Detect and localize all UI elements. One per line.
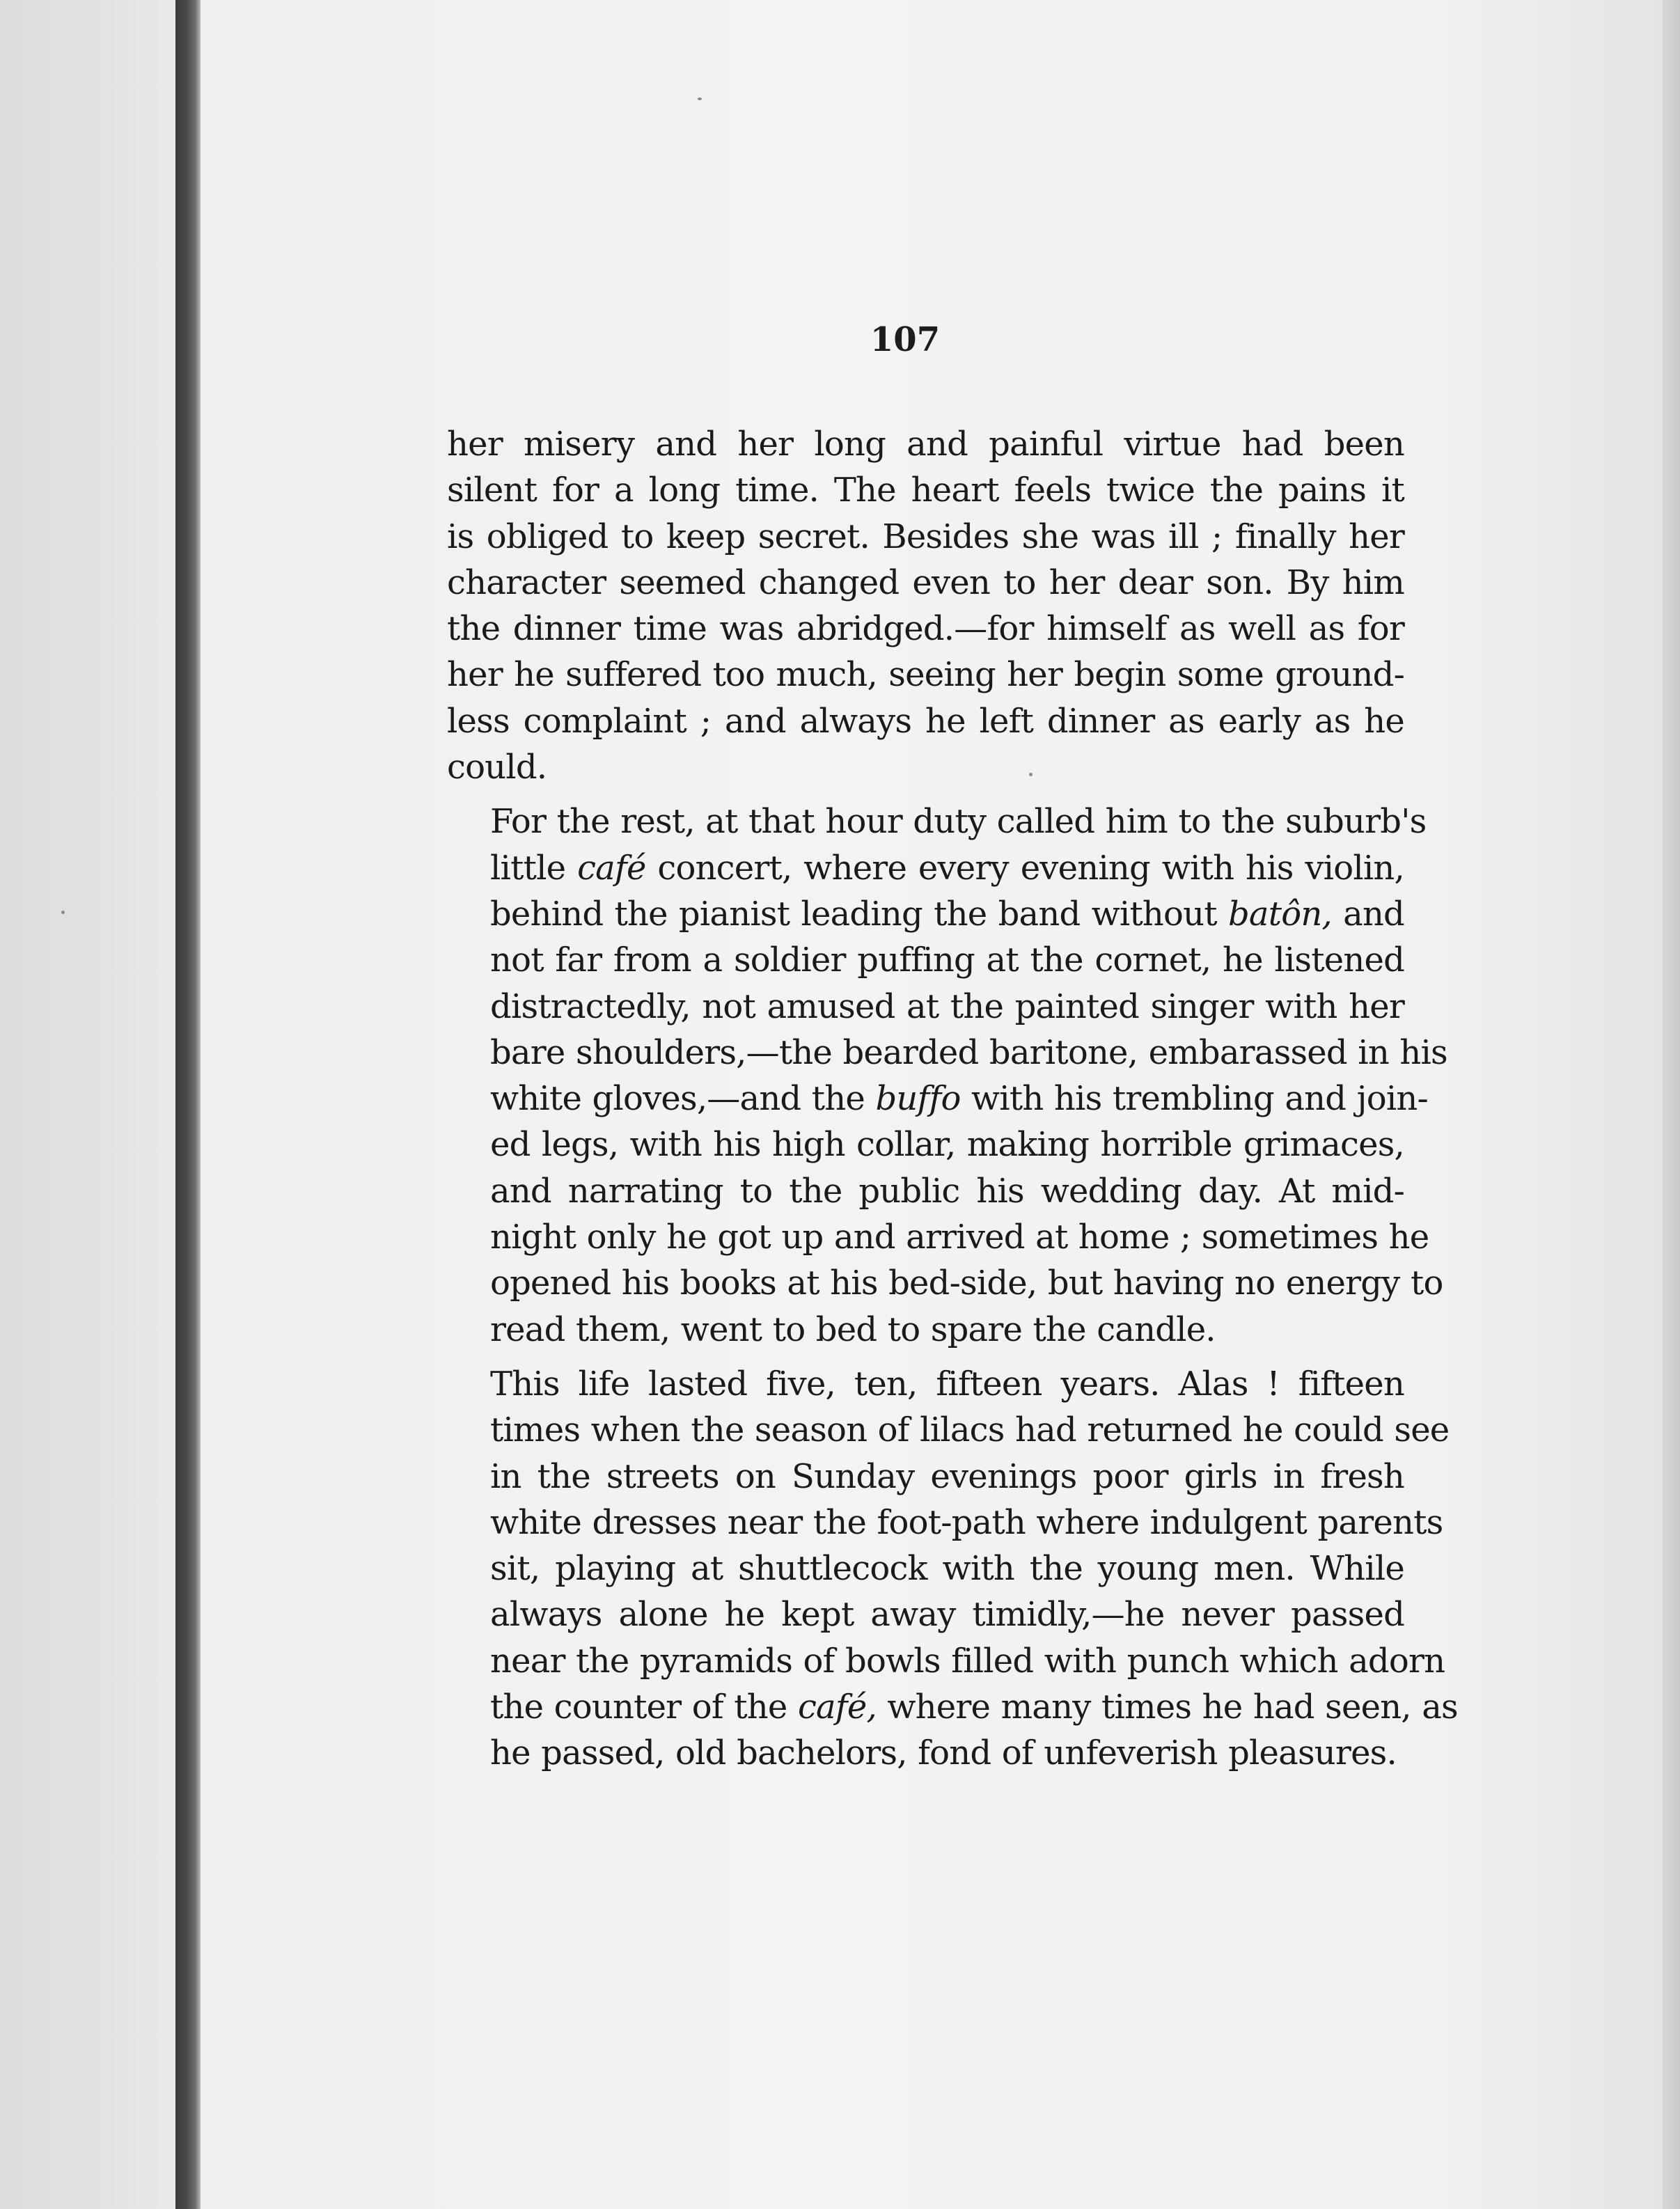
italic-text: buffo — [875, 1079, 961, 1119]
text-line — [447, 1684, 1458, 1730]
text-run: behind the pianist leading the band without — [490, 894, 1228, 934]
text-line — [447, 744, 1404, 790]
text-run: in the streets on Sunday evenings poor girls in fresh — [490, 1456, 1404, 1496]
text-run: with his trembling and join- — [960, 1079, 1428, 1119]
scan-speck — [61, 911, 65, 914]
text-line — [447, 1361, 1404, 1407]
italic-text: café, — [797, 1688, 877, 1727]
facing-page-edge — [0, 0, 175, 2209]
text-run: and narrating to the public his wedding day. At mid- — [490, 1171, 1404, 1211]
text-line — [447, 652, 1404, 698]
text-line — [447, 1168, 1404, 1214]
text-line — [447, 1638, 1445, 1684]
scan-speck — [698, 97, 702, 100]
text-line — [447, 1076, 1428, 1122]
text-line — [447, 1307, 1404, 1353]
text-line — [447, 984, 1404, 1030]
italic-text: café — [577, 848, 646, 888]
text-run: her misery and her long and painful virtue had been — [447, 425, 1404, 464]
italic-text: batôn, — [1227, 894, 1332, 934]
text-run: concert, where every evening with his violin, — [645, 848, 1404, 888]
page-number: 107 — [870, 320, 941, 359]
text-run: white gloves,—and the — [490, 1079, 876, 1119]
text-line — [447, 891, 1404, 937]
text-run: sit, playing at shuttlecock with the young men. While — [490, 1549, 1404, 1589]
text-line — [447, 1730, 1404, 1776]
text-line — [447, 421, 1404, 467]
text-run: little — [490, 848, 578, 888]
text-line — [447, 937, 1404, 983]
paragraph — [447, 421, 1404, 790]
body-text — [447, 421, 1458, 1777]
text-run: silent for a long time. The heart feels twice the pains it — [447, 471, 1404, 510]
text-run: is obliged to keep secret. Besides she was ill ; finally her — [447, 517, 1404, 556]
text-run: read them, went to bed to spare the candle. — [490, 1310, 1216, 1349]
text-line — [447, 1454, 1404, 1500]
text-line — [447, 1122, 1404, 1168]
text-line — [447, 467, 1404, 513]
binding-gutter — [175, 0, 201, 2209]
text-run: near the pyramids of bowls filled with punch which adorn — [490, 1641, 1445, 1681]
text-run: could. — [447, 748, 547, 787]
text-run: distractedly, not amused at the painted singer with her — [490, 986, 1404, 1026]
text-line — [447, 799, 1427, 844]
text-line — [447, 1546, 1404, 1591]
text-line — [447, 560, 1404, 606]
text-run: he passed, old bachelors, fond of unfeverish pleasures. — [490, 1734, 1397, 1773]
text-run: night only he got up and arrived at home ; sometimes he — [490, 1218, 1429, 1257]
text-run: her he suffered too much, seeing her begin some ground- — [447, 655, 1404, 695]
text-run: This life lasted five, ten, fifteen years. Alas ! fifteen — [490, 1364, 1404, 1404]
text-run: bare shoulders,—the bearded baritone, embarassed in his — [490, 1032, 1447, 1072]
paragraph — [447, 1361, 1458, 1777]
text-run: opened his books at his bed-side, but having no energy to — [490, 1264, 1443, 1303]
text-run: and — [1331, 894, 1404, 934]
text-run: not far from a soldier puffing at the cornet, he listened — [490, 941, 1404, 980]
text-line — [447, 1030, 1447, 1076]
text-run: times when the season of lilacs had returned he could see — [490, 1410, 1450, 1450]
text-run: the dinner time was abridged.—for himself as well as for — [447, 609, 1404, 649]
text-run: always alone he kept away timidly,—he never passed — [490, 1595, 1404, 1635]
text-line — [447, 698, 1404, 744]
page-right-edge — [1663, 0, 1680, 2209]
text-line — [447, 606, 1404, 652]
text-line — [447, 1260, 1443, 1306]
text-run: ed legs, with his high collar, making horrible grimaces, — [490, 1125, 1404, 1165]
text-line — [447, 845, 1404, 891]
text-line — [447, 1407, 1450, 1453]
paragraph — [447, 799, 1447, 1353]
text-line — [447, 1500, 1443, 1546]
text-run: less complaint ; and always he left dinner as early as he — [447, 701, 1404, 741]
text-run: For the rest, at that hour duty called him to the suburb's — [490, 802, 1427, 842]
text-line — [447, 514, 1404, 560]
text-run: where many times he had seen, as — [876, 1688, 1458, 1727]
text-run: the counter of the — [490, 1688, 798, 1727]
text-line — [447, 1591, 1404, 1637]
text-line — [447, 1214, 1429, 1260]
text-run: white dresses near the foot-path where indulgent parents — [490, 1502, 1443, 1542]
text-run: character seemed changed even to her dear son. By him — [447, 563, 1404, 602]
